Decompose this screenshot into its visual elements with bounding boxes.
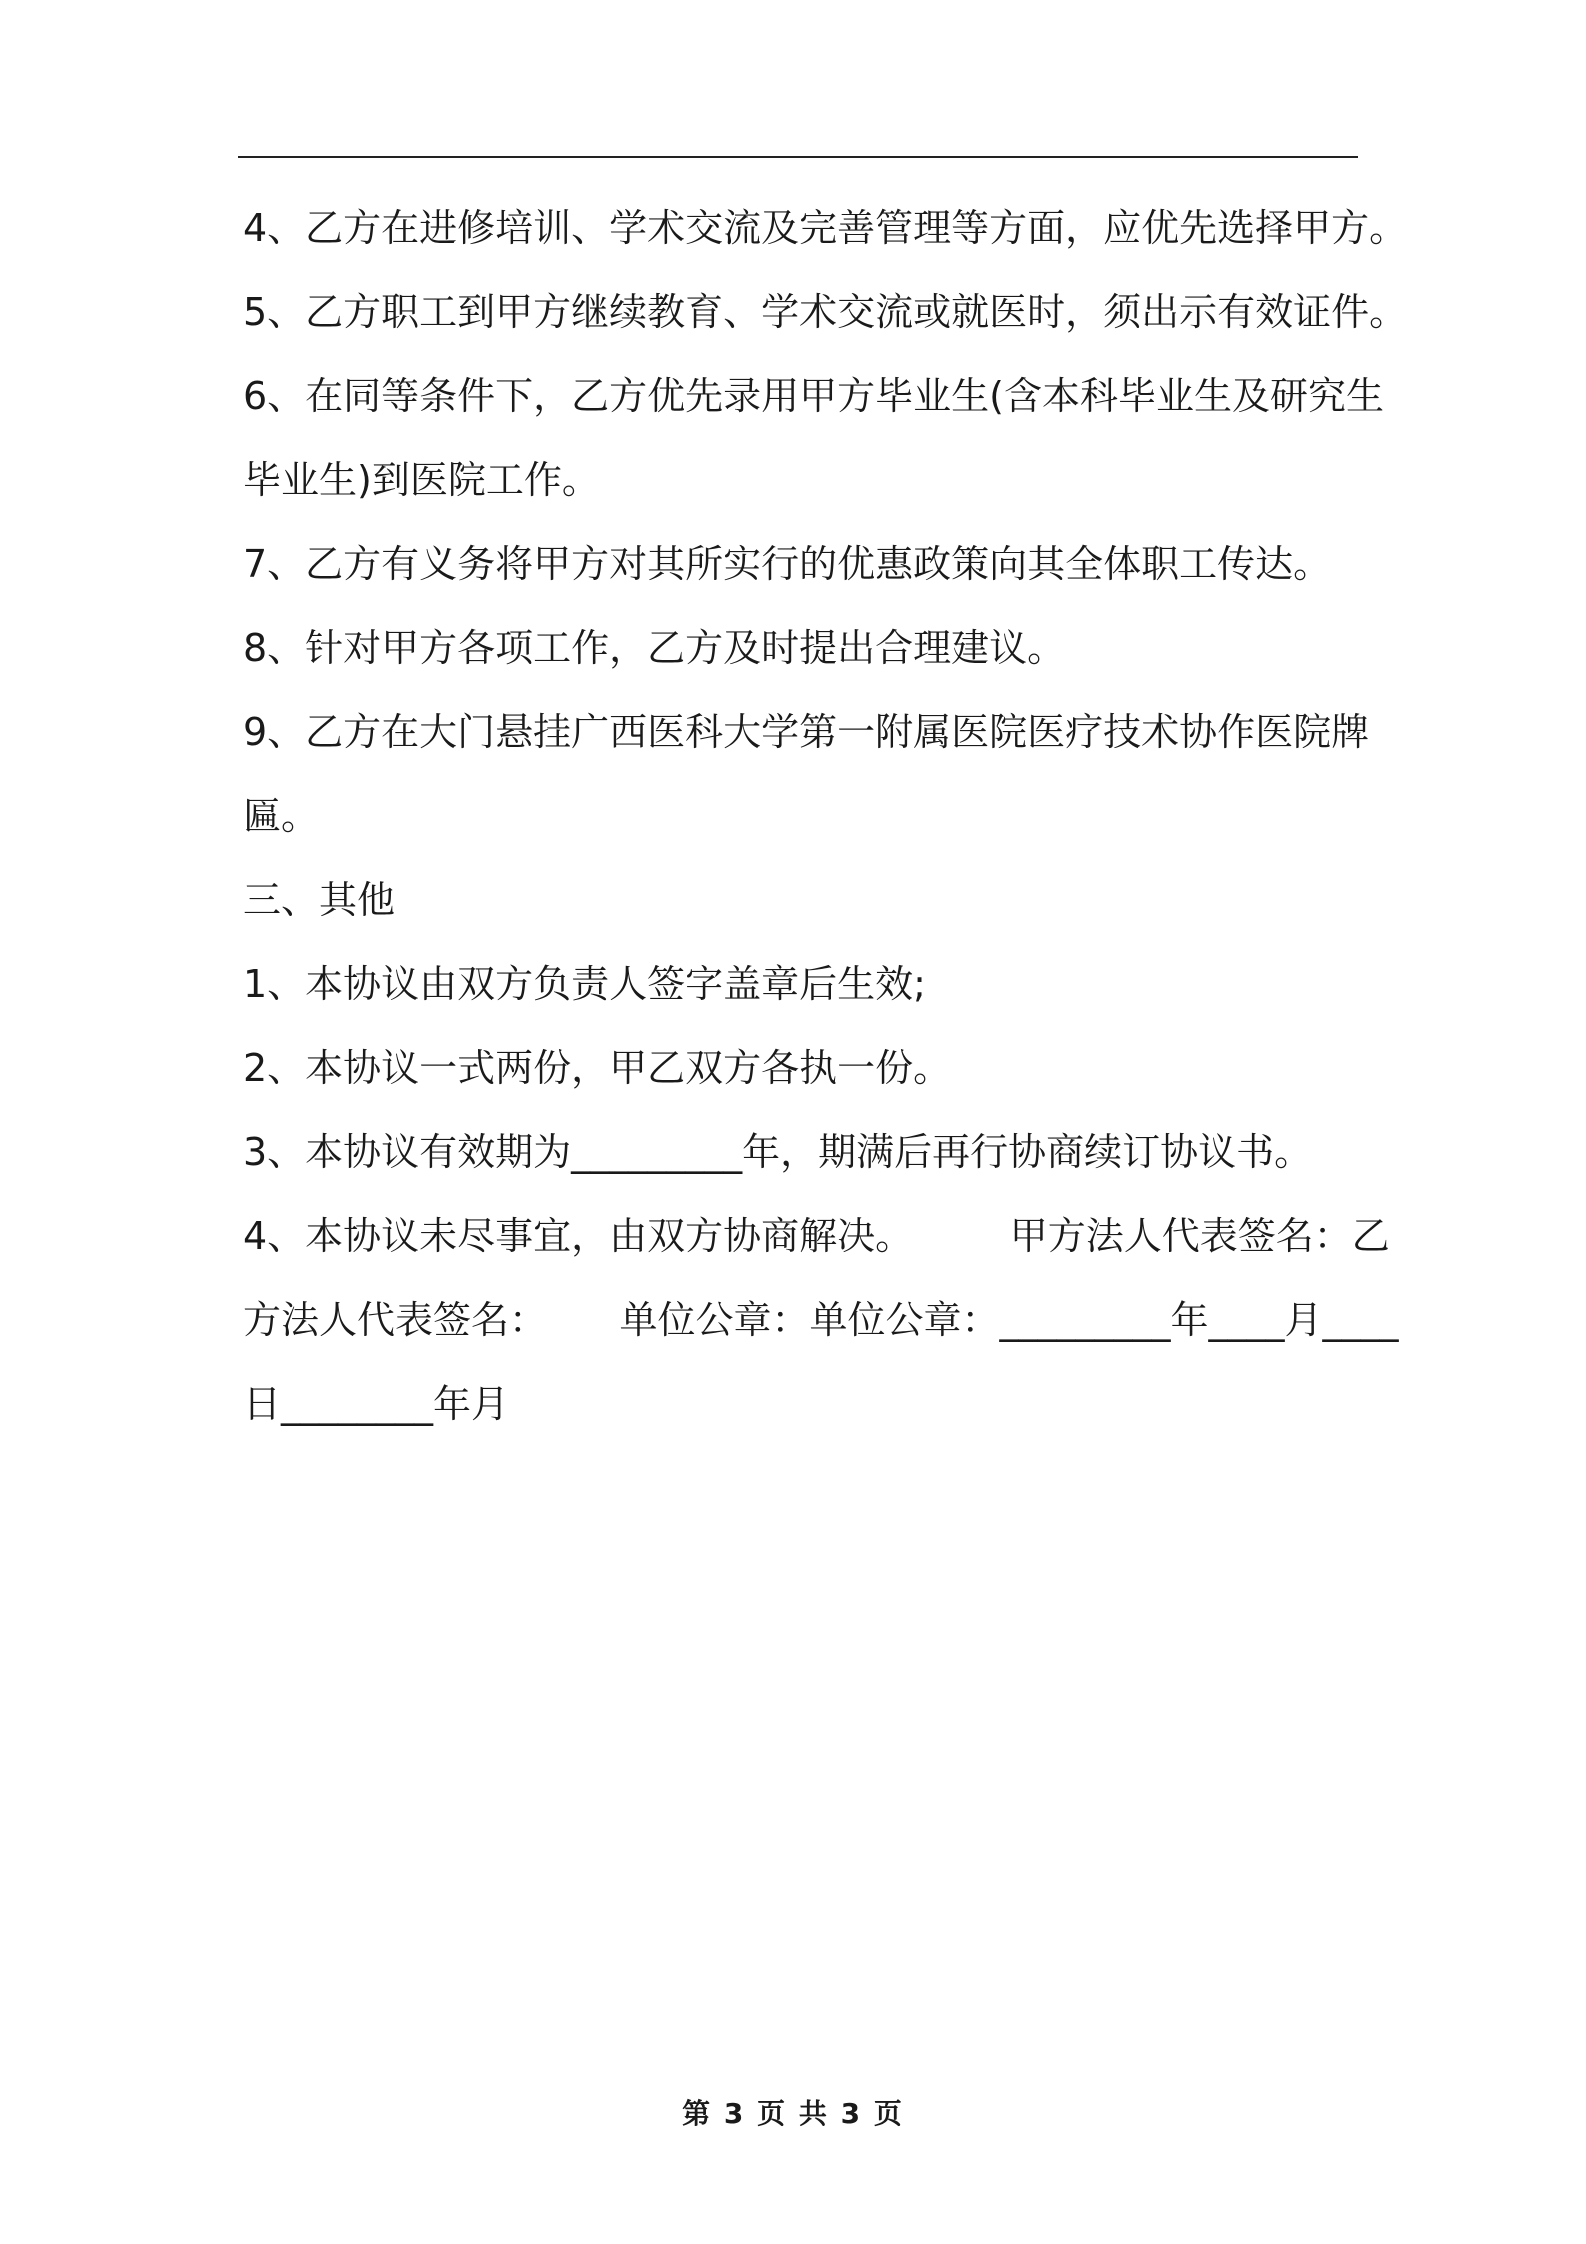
clause-8: 8、针对甲方各项工作，乙方及时提出合理建议。 xyxy=(243,626,1066,670)
header-rule xyxy=(238,156,1358,158)
signature-line: 方法人代表签名： 单位公章：单位公章：_________年____月____ xyxy=(243,1298,1399,1342)
page-number: 第 3 页 共 3 页 xyxy=(682,2097,904,2130)
clause-7: 7、乙方有义务将甲方对其所实行的优惠政策向其全体职工传达。 xyxy=(243,542,1332,586)
clause-4: 4、乙方在进修培训、学术交流及完善管理等方面，应优先选择甲方。 xyxy=(243,206,1408,250)
document-body xyxy=(243,186,1408,1446)
clause-9: 9、乙方在大门悬挂广西医科大学第一附属医院医疗技术协作医院牌 xyxy=(243,710,1370,754)
other-clause-4: 4、本协议未尽事宜，由双方协商解决。 甲方法人代表签名：乙 xyxy=(243,1214,1390,1258)
clause-6: 6、在同等条件下，乙方优先录用甲方毕业生(含本科毕业生及研究生 xyxy=(243,374,1385,418)
other-clause-2: 2、本协议一式两份，甲乙双方各执一份。 xyxy=(243,1046,952,1090)
section-heading-other: 三、其他 xyxy=(243,878,396,922)
clause-9-cont: 匾。 xyxy=(243,794,320,838)
clause-5: 5、乙方职工到甲方继续教育、学术交流或就医时，须出示有效证件。 xyxy=(243,290,1408,334)
other-clause-3: 3、本协议有效期为_________年，期满后再行协商续订协议书。 xyxy=(243,1130,1313,1174)
other-clause-1: 1、本协议由双方负责人签字盖章后生效; xyxy=(243,962,926,1006)
date-line: 日________年月 xyxy=(243,1382,510,1426)
clause-6-cont: 毕业生)到医院工作。 xyxy=(243,458,600,502)
